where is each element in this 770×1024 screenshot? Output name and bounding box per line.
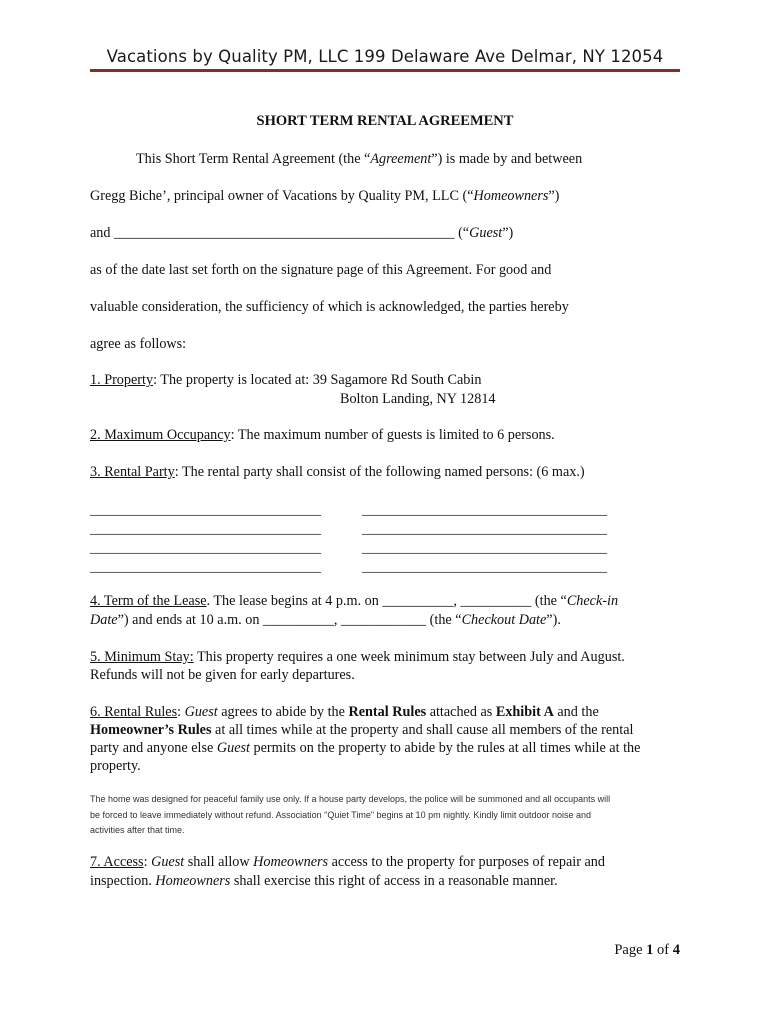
section-term-of-lease: 4. Term of the Lease. The lease begins at 4 p.m. on __________, __________ (the “Check-in [90, 593, 619, 609]
notice-line-1: The home was designed for peaceful family use only. If a house party develops, the police will be summoned and all occupants will [90, 794, 611, 804]
section-minimum-stay: 5. Minimum Stay: This property requires a one week minimum stay between July and August. [90, 649, 625, 665]
name-blank-right-3: ___________________________________ [362, 541, 607, 556]
minimum-stay-line-2: Refunds will not be given for early departures. [90, 667, 355, 683]
section-heading: 4. Term of the Lease [90, 593, 207, 609]
rental-rules-line-2: Homeowner’s Rules at all times while at the property and shall cause all members of the rental [90, 722, 634, 738]
name-blank-right-1: ___________________________________ [362, 503, 607, 518]
section-heading: 6. Rental Rules [90, 704, 178, 720]
section-heading: 7. Access [90, 854, 144, 870]
name-blank-left-3: _________________________________ [90, 541, 321, 556]
document-title: SHORT TERM RENTAL AGREEMENT [256, 113, 514, 129]
section-rental-party: 3. Rental Party: The rental party shall consist of the following named persons: (6 max.) [90, 464, 585, 480]
notice-paragraph [90, 792, 690, 839]
term-of-lease-line-2: Date”) and ends at 10 a.m. on __________, ____________ (the “Checkout Date”). [90, 612, 561, 628]
name-blank-left-2: _________________________________ [90, 522, 321, 537]
section-access: 7. Access: Guest shall allow Homeowners access to the property for purposes of repair and [90, 854, 605, 870]
name-blank-right-2: ___________________________________ [362, 522, 607, 537]
section-rental-rules: 6. Rental Rules: Guest agrees to abide by the Rental Rules attached as Exhibit A and the [90, 704, 599, 720]
section-maximum-occupancy: 2. Maximum Occupancy: The maximum number of guests is limited to 6 persons. [90, 427, 555, 443]
name-blank-right-4: ___________________________________ [362, 560, 607, 575]
intro-line-3-guest-blank: and ________________________________________________ (“Guest”) [90, 225, 514, 241]
access-line-2: inspection. Homeowners shall exercise this right of access in a reasonable manner. [90, 873, 558, 889]
header-text: Vacations by Quality PM, LLC 199 Delaware Ave Delmar, NY 12054 [106, 47, 664, 66]
property-address-line-2: Bolton Landing, NY 12814 [340, 391, 496, 407]
section-heading: 2. Maximum Occupancy [90, 427, 231, 443]
intro-line-5: valuable consideration, the sufficiency of which is acknowledged, the parties hereby [90, 299, 569, 315]
notice-line-3: activities after that time. [90, 825, 185, 835]
section-heading: 1. Property [90, 372, 154, 388]
section-property: 1. Property: The property is located at: 39 Sagamore Rd South Cabin [90, 372, 482, 388]
page-number: Page 1 of 4 [614, 942, 680, 958]
intro-line-1: This Short Term Rental Agreement (the “Agreement”) is made by and between [136, 151, 583, 167]
notice-line-2: be forced to leave immediately without refund. Association "Quiet Time" begins at 10 pm nightly. Kindly limit outdoor noise and [90, 809, 591, 820]
intro-line-2: Gregg Biche’, principal owner of Vacations by Quality PM, LLC (“Homeowners”) [90, 188, 560, 204]
name-blank-left-1: _________________________________ [90, 503, 321, 518]
rental-rules-line-4: property. [90, 758, 141, 774]
name-blank-left-4: _________________________________ [90, 560, 321, 575]
intro-line-6: agree as follows: [90, 336, 187, 352]
section-heading: 5. Minimum Stay: [90, 649, 194, 665]
rental-rules-line-3: party and anyone else Guest permits on the property to abide by the rules at all times while at the [90, 740, 641, 756]
header-rule [90, 69, 680, 72]
intro-line-4: as of the date last set forth on the signature page of this Agreement. For good and [90, 262, 552, 278]
section-heading: 3. Rental Party [90, 464, 175, 480]
